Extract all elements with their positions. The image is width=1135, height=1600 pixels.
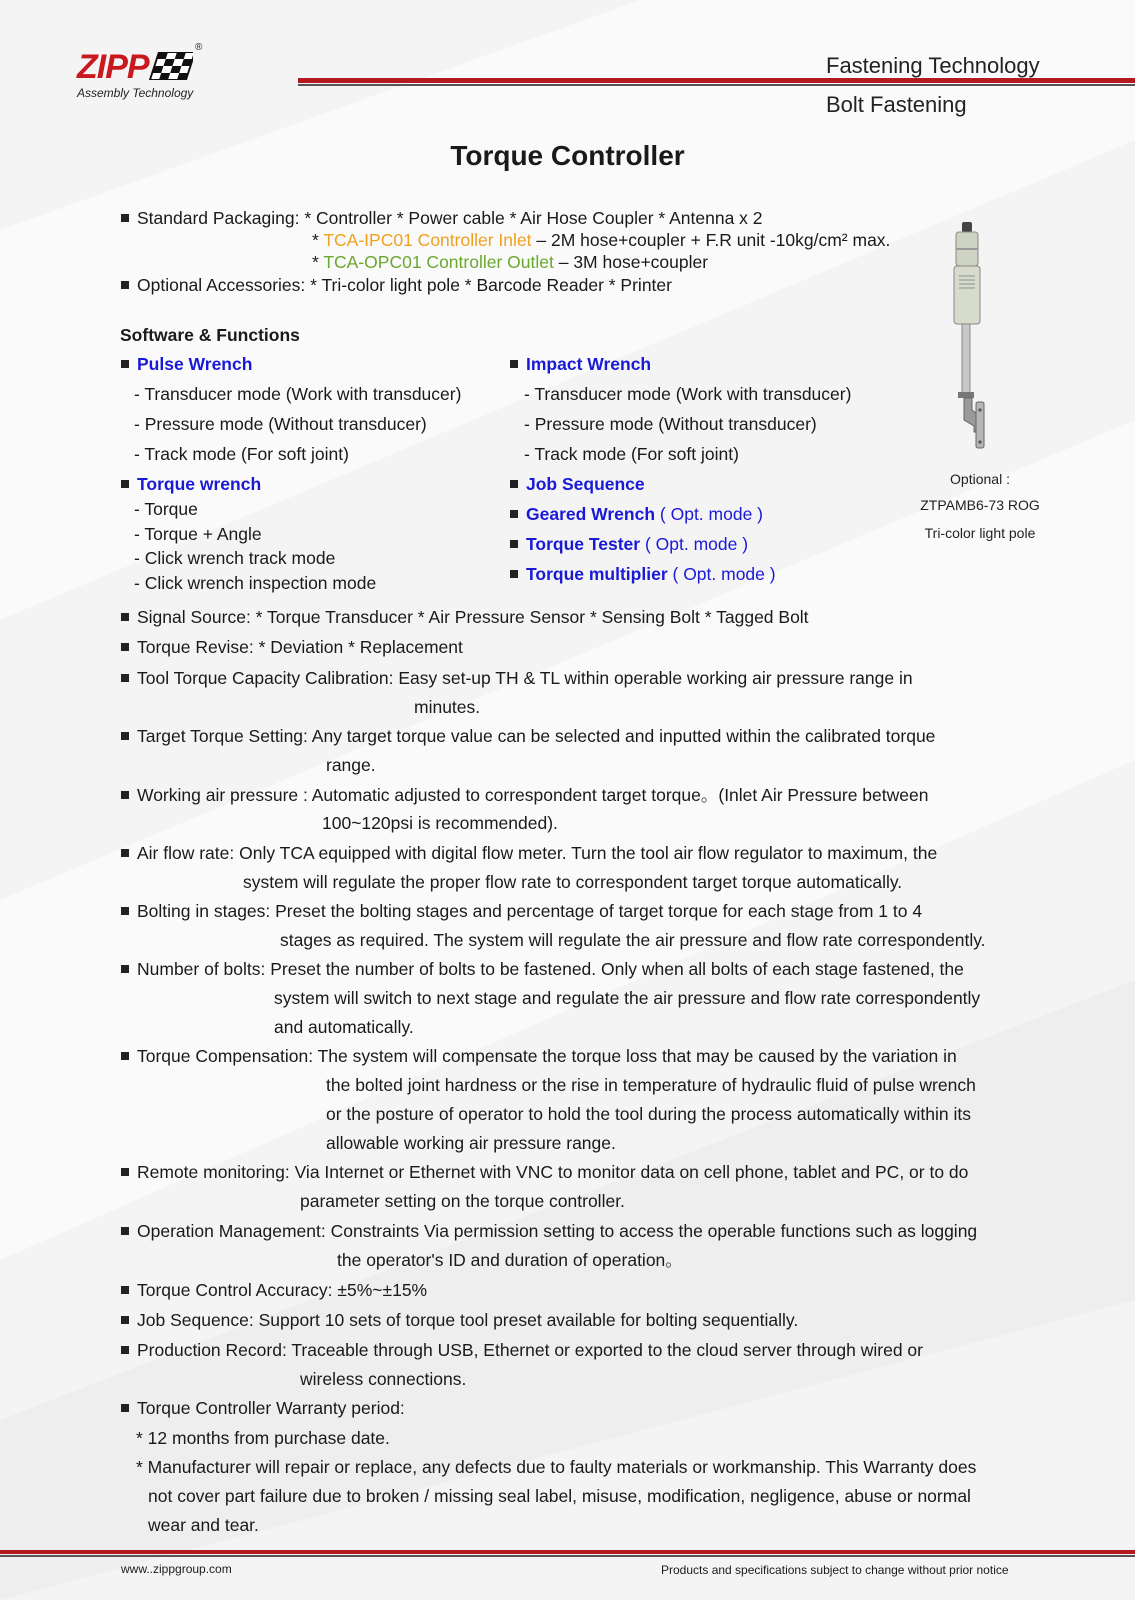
inlet-name: TCA-IPC01 Controller Inlet [323,230,532,250]
spec-line: Tool Torque Capacity Calibration: Easy set-up TH & TL within operable working air pressure range in [137,668,913,688]
bullet-icon [121,360,129,368]
spec-item [121,901,922,921]
logo-wordmark: ZIPP [77,48,149,86]
bullet-icon [121,214,129,222]
inlet-star: * [312,230,319,250]
spec-line-continuation: system will switch to next stage and regulate the air pressure and flow rate correspondently [274,988,981,1008]
spec-line-continuation: stages as required. The system will regulate the air pressure and flow rate correspondently. [280,930,986,950]
bullet-icon [510,570,518,578]
bullet-icon [121,281,129,289]
torque-multiplier-heading [510,564,776,584]
spec-line-continuation: and automatically. [274,1017,414,1037]
bullet-icon [121,1227,129,1235]
torque-wrench-mode: - Click wrench track mode [134,548,336,568]
spec-item [121,1221,977,1241]
outlet-desc: – 3M hose+coupler [558,252,709,272]
packaging-line [121,208,763,228]
outlet-star: * [312,252,319,272]
spec-line-continuation: system will regulate the proper flow rate to correspondent target torque automatically. [243,872,903,892]
spec-line: Production Record: Traceable through USB, Ethernet or exported to the cloud server through wired or [137,1340,923,1360]
spec-line: Remote monitoring: Via Internet or Ethernet with VNC to monitor data on cell phone, tablet and PC, or to do [137,1162,969,1182]
geared-wrench-heading [510,504,763,524]
spec-item [121,785,928,805]
job-sequence-title: Job Sequence [526,474,645,494]
footer-disclaimer: Products and specifications subject to change without prior notice [661,1563,1009,1577]
impact-wrench-heading [510,354,651,374]
tri-color-light-pole-image [950,220,990,460]
spec-item [121,668,913,688]
packaging-items: * Controller * Power cable * Air Hose Coupler * Antenna x 2 [304,208,763,228]
torque-wrench-mode: - Click wrench inspection mode [134,573,377,593]
spec-line: Air flow rate: Only TCA equipped with digital flow meter. Turn the tool air flow regulator to maximum, the [137,843,938,863]
impact-wrench-title: Impact Wrench [526,354,652,374]
spec-line: Number of bolts: Preset the number of bolts to be fastened. Only when all bolts of each stage fastened, the [137,959,964,979]
geared-wrench-title: Geared Wrench [526,504,656,524]
page-title: Torque Controller [450,140,685,171]
bullet-icon [121,965,129,973]
spec-item [121,843,937,863]
bullet-icon [510,360,518,368]
torque-wrench-heading [121,474,261,494]
footer-rule-shadow [0,1555,1135,1557]
zipp-logo [77,42,217,102]
optional-accessories [121,275,672,295]
image-caption-model: ZTPAMB6-73 ROG [920,497,1040,513]
spec-line-continuation: allowable working air pressure range. [326,1133,616,1153]
header-rule-shadow [298,84,1135,86]
checkered-flag-icon [149,52,193,80]
inlet-line [312,230,890,250]
pulse-wrench-title: Pulse Wrench [137,354,253,374]
warranty-line: not cover part failure due to broken / missing seal label, misuse, modification, negligence, abuse or normal [148,1486,971,1506]
torque-wrench-mode: - Torque [134,499,198,519]
pulse-mode: - Pressure mode (Without transducer) [134,414,427,434]
spec-line-continuation: 100~120psi is recommended). [322,813,558,833]
bullet-icon [121,907,129,915]
impact-mode: - Track mode (For soft joint) [524,444,739,464]
tester-opt: ( Opt. mode ) [644,534,749,554]
spec-item [121,637,463,657]
spec-line: Signal Source: * Torque Transducer * Air Pressure Sensor * Sensing Bolt * Tagged Bolt [137,607,809,627]
pulse-wrench-heading [121,354,252,374]
spec-item [121,726,935,746]
optional-text: Optional Accessories: * Tri-color light pole * Barcode Reader * Printer [137,275,672,295]
pulse-mode: - Track mode (For soft joint) [134,444,349,464]
bullet-icon [510,540,518,548]
bullet-icon [121,480,129,488]
spec-line: Torque Control Accuracy: ±5%~±15% [137,1280,428,1300]
spec-line: Target Torque Setting: Any target torque value can be selected and inputted within the calibrated torque [137,726,936,746]
spec-item [121,1340,923,1360]
impact-mode: - Transducer mode (Work with transducer) [524,384,852,404]
image-caption-optional: Optional : [950,471,1010,487]
spec-item [121,1162,968,1182]
bullet-icon [121,849,129,857]
spec-line: Job Sequence: Support 10 sets of torque tool preset available for bolting sequentially. [137,1310,799,1330]
warranty-line: wear and tear. [148,1515,259,1535]
outlet-name: TCA-OPC01 Controller Outlet [323,252,554,272]
spec-line: Bolting in stages: Preset the bolting stages and percentage of target torque for each stage from 1 to 4 [137,901,923,921]
spec-line: Torque Controller Warranty period: [137,1398,405,1418]
footer-website-link[interactable]: www..zippgroup.com [121,1562,232,1576]
spec-line-continuation: or the posture of operator to hold the tool during the process automatically within its [326,1104,971,1124]
spec-item [121,1046,957,1066]
bullet-icon [121,1052,129,1060]
spec-item [121,1280,427,1300]
torque-wrench-mode: - Torque + Angle [134,524,262,544]
bullet-icon [510,480,518,488]
impact-mode: - Pressure mode (Without transducer) [524,414,817,434]
warranty-line: * 12 months from purchase date. [136,1428,390,1448]
bullet-icon [121,791,129,799]
spec-line-continuation: range. [326,755,376,775]
spec-item [121,1398,405,1418]
spec-line: Working air pressure : Automatic adjusted to correspondent target torque。(Inlet Air Pressure between [137,785,929,805]
spec-line: Torque Compensation: The system will compensate the torque loss that may be caused by the variation in [137,1046,957,1066]
torque-wrench-title: Torque wrench [137,474,262,494]
bullet-icon [121,1316,129,1324]
packaging-label: Standard Packaging: [137,208,300,228]
torque-tester-title: Torque Tester [526,534,641,554]
outlet-line [312,252,708,272]
bullet-icon [121,732,129,740]
bullet-icon [121,1168,129,1176]
spec-line-continuation: the bolted joint hardness or the rise in temperature of hydraulic fluid of pulse wrench [326,1075,976,1095]
bullet-icon [121,643,129,651]
bullet-icon [121,1404,129,1412]
bullet-icon [121,613,129,621]
bullet-icon [121,1346,129,1354]
geared-opt: ( Opt. mode ) [659,504,763,524]
spec-line-continuation: wireless connections. [300,1369,467,1389]
multiplier-opt: ( Opt. mode ) [672,564,776,584]
spec-line-continuation: parameter setting on the torque controller. [300,1191,625,1211]
spec-line-continuation: the operator's ID and duration of operation。 [337,1250,683,1270]
footer-rule [0,1550,1135,1554]
header-category: Fastening Technology [826,53,1040,78]
spec-item [121,959,964,979]
header-subcategory: Bolt Fastening [826,92,967,117]
spec-line: Operation Management: Constraints Via permission setting to access the operable functions such as logging [137,1221,978,1241]
spec-item [121,607,809,627]
image-caption-name: Tri-color light pole [924,525,1036,541]
job-sequence-heading [510,474,645,494]
spec-line-continuation: minutes. [414,697,481,717]
bullet-icon [121,674,129,682]
torque-tester-heading [510,534,748,554]
pulse-mode: - Transducer mode (Work with transducer) [134,384,462,404]
software-heading: Software & Functions [120,325,300,345]
bullet-icon [510,510,518,518]
spec-item [121,1310,798,1330]
bullet-icon [121,1286,129,1294]
torque-multiplier-title: Torque multiplier [526,564,668,584]
warranty-line: * Manufacturer will repair or replace, any defects due to faulty materials or workmanship. This Warranty does [136,1457,977,1477]
inlet-desc: – 2M hose+coupler + F.R unit -10kg/cm² max. [536,230,891,250]
registered-mark: ® [195,42,203,53]
logo-tagline: Assembly Technology [77,86,194,100]
spec-line: Torque Revise: * Deviation * Replacement [137,637,463,657]
